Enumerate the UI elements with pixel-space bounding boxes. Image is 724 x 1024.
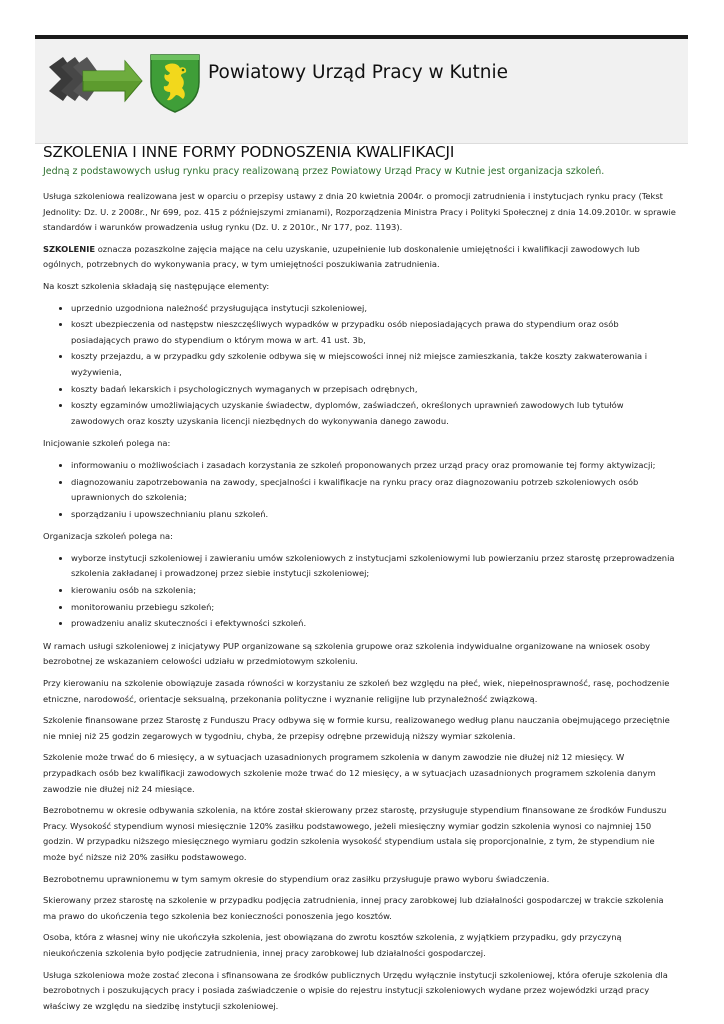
definition-term: SZKOLENIE (43, 243, 96, 254)
arrows-logo-icon[interactable] (39, 49, 143, 111)
org-intro: Organizacja szkoleń polega na: (43, 531, 173, 542)
body-paragraph: Skierowany przez starostę na szkolenie w przypadku podjęcia zatrudnienia, innej pracy zarobkowej lub działalności gospodarczej w trakcie szkolenia ma prawo do ukończenia tego szkolenia bez konieczności ponoszenia jego kosztów. (43, 895, 664, 921)
page-title: SZKOLENIA I INNE FORMY PODNOSZENIA KWALIFIKACJI (43, 143, 455, 161)
list-item: • koszty przejazdu, a w przypadku gdy szkolenie odbywa się w miejscowości innej niż miejsce zamieszkania, także koszty zakwaterowania i wyżywienia, (71, 349, 679, 380)
list-item: • diagnozowaniu zapotrzebowania na zawody, specjalności i kwalifikacje na rynku pracy oraz diagnozowaniu potrzeb szkoleniowych osób uprawnionych do szkolenia; (71, 475, 679, 506)
list-item: • wyborze instytucji szkoleniowej i zawieraniu umów szkoleniowych z instytucjami szkoleniowymi lub powierzaniu przez starostę przeprowadzenia szkolenia zakładanej i prowadzonej przez siebie instytucji szkoleniowej; (71, 551, 679, 582)
article (43, 142, 679, 1020)
list-item: • monitorowaniu przebiegu szkoleń; (71, 600, 679, 616)
body-paragraph: W ramach usługi szkoleniowej z inicjatywy PUP organizowane są szkolenia grupowe oraz szkolenia indywidualne organizowane na wniosek osoby bezrobotnej ze wskazaniem celowości udziału w przedmiotowym szkoleniu. (43, 640, 651, 667)
body-paragraph: Szkolenie finansowane przez Starostę z Funduszu Pracy odbywa się w formie kursu, realizowanego według planu nauczania obejmującego przeciętnie nie mniej niż 25 godzin zegarowych w tygodniu, chyba, że przepisy odrębne przewidują niższy wymiar szkolenia. (43, 715, 670, 741)
legal-basis-paragraph: Usługa szkoleniowa realizowana jest w oparciu o przepisy ustawy z dnia 20 kwietnia 2004r. o promocji zatrudnienia i instytucjach rynku pracy (Tekst Jednolity: Dz. U. z 2008r., Nr 699, poz. 415 z późniejszymi zmianami), Rozporządzenia Ministra Pracy i Polityki Społecznej z dnia 14.09.2010r. w sprawie standardów i warunków prowadzenia usług rynku (Dz. U. z 2010r., Nr 177, poz. 1193). (43, 191, 676, 233)
list-item: • koszty egzaminów umożliwiających uzyskanie świadectw, dyplomów, zaświadczeń, określonych uprawnień zawodowych lub tytułów zawodowych oraz koszty uzyskania licencji niezbędnych do wykonywania danego zawodu. (71, 398, 679, 429)
lion-crest-icon[interactable] (148, 52, 202, 114)
list-item: • uprzednio uzgodniona należność przysługująca instytucji szkoleniowej, (71, 301, 679, 317)
list-item: • sporządzaniu i upowszechnianiu planu szkoleń. (71, 507, 679, 523)
site-title[interactable]: Powiatowy Urząd Pracy w Kutnie (208, 62, 508, 83)
body-paragraph: Bezrobotnemu w okresie odbywania szkolenia, na które został skierowany przez starostę, przysługuje stypendium finansowane ze środków Funduszu Pracy. Wysokość stypendium wynosi miesięcznie 120% zasiłku podstawowego, jeżeli miesięczny wymiar godzin szkolenia wynosi co najmniej 150 godzin. W przypadku niższego miesięcznego wymiaru godzin szkolenia wysokość stypendium ustala się proporcjonalnie, z tym, że stypendium nie może być niższe niż 20% zasiłku podstawowego. (43, 805, 667, 862)
list-item: • koszt ubezpieczenia od następstw nieszczęśliwych wypadków w przypadku osób nieposiadających prawa do stypendium oraz osób posiadających prawo do stypendium o którym mowa w art. 41 ust. 3b, (71, 317, 679, 348)
page (35, 35, 688, 1011)
body-paragraph: Bezrobotnemu uprawnionemu w tym samym okresie do stypendium oraz zasiłku przysługuje prawo wyboru świadczenia. (43, 873, 550, 884)
list-item: • koszty badań lekarskich i psychologicznych wymaganych w przepisach odrębnych, (71, 382, 679, 398)
costs-intro: Na koszt szkolenia składają się następujące elementy: (43, 280, 270, 291)
site-header (35, 39, 688, 144)
org-list (43, 551, 679, 632)
list-item: • informowaniu o możliwościach i zasadach korzystania ze szkoleń proponowanych przez urząd pracy oraz promowanie tej formy aktywizacji; (71, 458, 679, 474)
costs-list (43, 301, 679, 430)
init-intro: Inicjowanie szkoleń polega na: (43, 438, 171, 449)
body-paragraph: Osoba, która z własnej winy nie ukończyła szkolenia, jest obowiązana do zwrotu kosztów szkolenia, z wyjątkiem przypadku, gdy przyczyną nieukończenia szkolenia było podjęcie zatrudnienia, innej pracy zarobkowej lub działalności gospodarczej. (43, 932, 622, 958)
list-item: • kierowaniu osób na szkolenia; (71, 583, 679, 599)
init-list (43, 458, 679, 522)
lead-text: Jedną z podstawowych usług rynku pracy realizowaną przez Powiatowy Urząd Pracy w Kutnie jest organizacja szkoleń. (43, 166, 605, 177)
body-paragraph: Przy kierowaniu na szkolenie obowiązuje zasada równości w korzystaniu ze szkoleń bez względu na płeć, wiek, niepełnosprawność, rasę, pochodzenie etniczne, narodowość, orientacje seksualną, przekonania polityczne i wyznanie religijne lub przynależność związkową. (43, 678, 670, 704)
definition-text: oznacza pozaszkolne zajęcia mające na celu uzyskanie, uzupełnienie lub doskonalenie umiejętności i kwalifikacji zawodowych lub ogólnych, potrzebnych do wykonywania pracy, w tym umiejętności poszukiwania zatrudnienia. (43, 243, 640, 270)
list-item: • prowadzeniu analiz skuteczności i efektywności szkoleń. (71, 616, 679, 632)
body-paragraph: Usługa szkoleniowa może zostać zlecona i sfinansowana ze środków publicznych Urzędu wyłącznie instytucji szkoleniowej, która oferuje szkolenia dla bezrobotnych i poszukujących pracy i posiada zaświadczenie o wpisie do rejestru instytucji szkoleniowych wydane przez wojewódzki urząd pracy właściwy ze względu na siedzibę instytucji szkoleniowej. (43, 969, 668, 1011)
body-paragraph: Szkolenie może trwać do 6 miesięcy, a w sytuacjach uzasadnionych programem szkolenia w danym zawodzie nie dłużej niż 12 miesięcy. W przypadkach osób bez kwalifikacji zawodowych szkolenie może trwać do 12 miesięcy, a w sytuacjach uzasadnionych programem szkolenia danym zawodzie nie dłużej niż 24 miesiące. (43, 752, 656, 794)
definition-paragraph (43, 242, 679, 273)
